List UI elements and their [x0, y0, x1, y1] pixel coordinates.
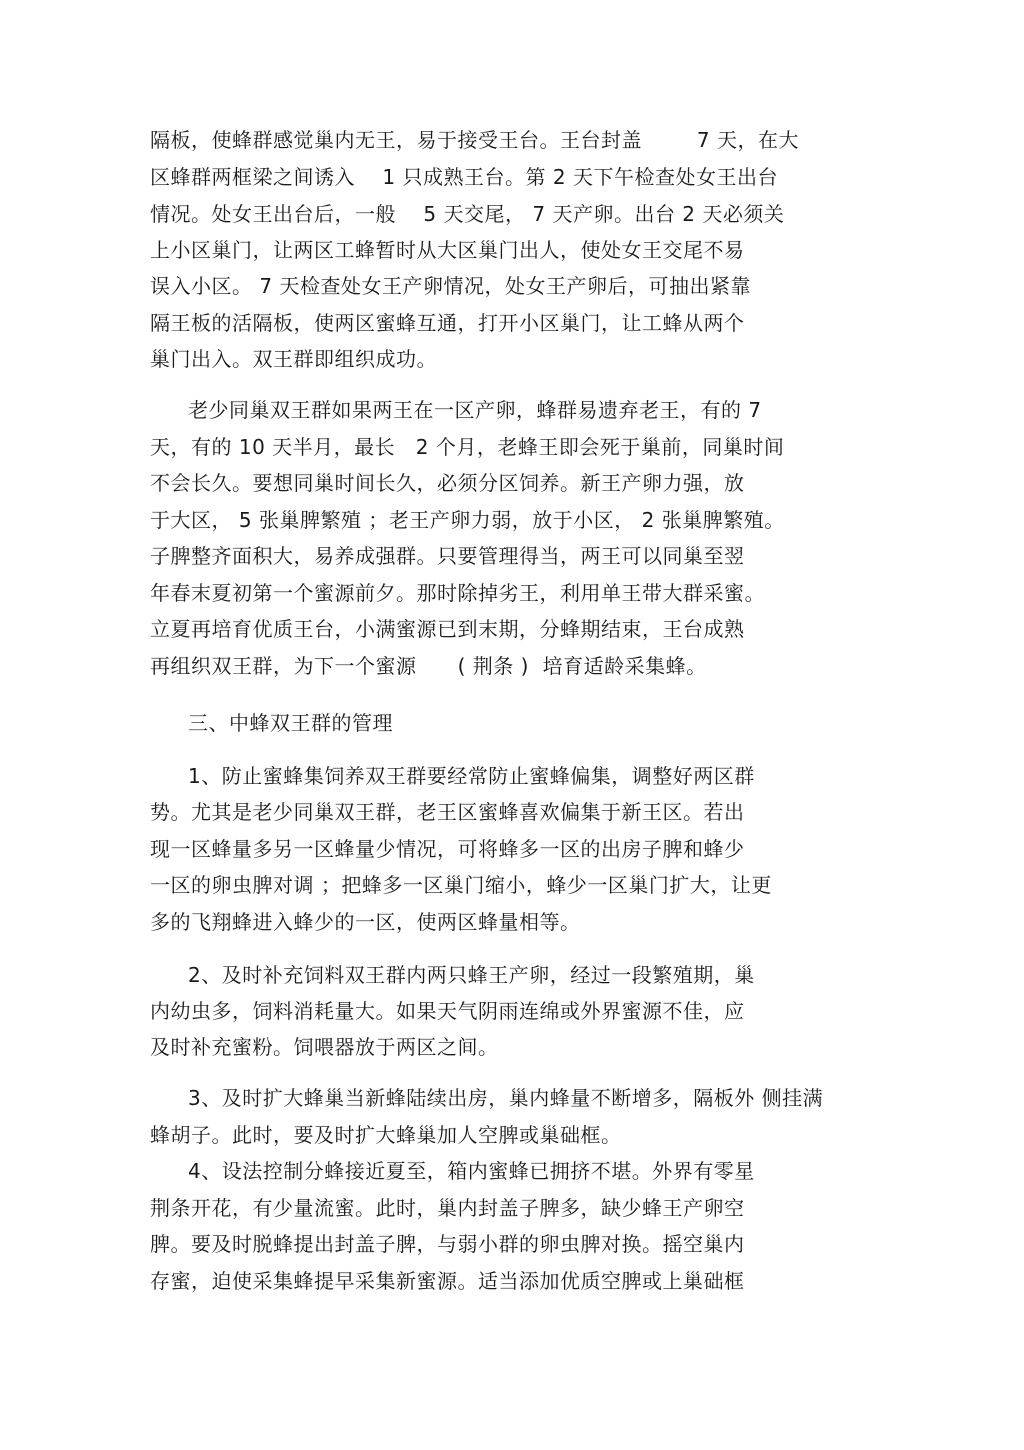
- text-line: 不会长久。要想同巢时间长久，必须分区饲养。新王产卵力强，放: [150, 471, 745, 495]
- text-line: 多的飞翔蜂进入蜂少的一区，使两区蜂量相等。: [150, 910, 581, 934]
- text-line: 荆条开花，有少量流蜜。此时，巢内封盖子脾多，缺少蜂王产卵空: [150, 1196, 745, 1220]
- text-line: 存蜜，迫使采集蜂提早采集新蜜源。适当添加优质空脾或上巢础框: [150, 1269, 745, 1293]
- text-line: 子脾整齐面积大，易养成强群。只要管理得当，两王可以同巢至翌: [150, 544, 745, 568]
- text-line: 隔王板的活隔板，使两区蜜蜂互通，打开小区巢门，让工蜂从两个: [150, 311, 745, 335]
- section-heading: 三、中蜂双王群的管理: [188, 711, 393, 735]
- text-line: 再组织双王群，为下一个蜜源 ( 荆条 ) 培育适龄采集蜂。: [150, 654, 707, 678]
- text-line: 2、及时补充饲料双王群内两只蜂王产卵，经过一段繁殖期，巢: [188, 963, 755, 987]
- text-line: 巢门出入。双王群即组织成功。: [150, 347, 437, 371]
- text-line: 天，有的 10 天半月，最长 2 个月，老蜂王即会死于巢前，同巢时间: [150, 435, 785, 459]
- text-line: 及时补充蜜粉。饲喂器放于两区之间。: [150, 1035, 499, 1059]
- text-line: 势。尤其是老少同巢双王群，老王区蜜蜂喜欢偏集于新王区。若出: [150, 800, 745, 824]
- text-line: 年春末夏初第一个蜜源前夕。那时除掉劣王，利用单王带大群采蜜。: [150, 581, 765, 605]
- text-line: 立夏再培育优质王台，小满蜜源已到末期，分蜂期结束，王台成熟: [150, 617, 745, 641]
- text-line: 脾。要及时脱蜂提出封盖子脾，与弱小群的卵虫脾对换。摇空巢内: [150, 1232, 745, 1256]
- text-line: 隔板，使蜂群感觉巢内无王，易于接受王台。王台封盖 7 天，在大: [150, 128, 799, 152]
- text-line: 老少同巢双王群如果两王在一区产卵，蜂群易遗弃老王，有的 7: [188, 398, 762, 422]
- text-line: 蜂胡子。此时，要及时扩大蜂巢加人空脾或巢础框。: [150, 1123, 622, 1147]
- text-line: 内幼虫多，饲料消耗量大。如果天气阴雨连绵或外界蜜源不佳，应: [150, 999, 745, 1023]
- text-line: 一区的卵虫脾对调 ；把蜂多一区巢门缩小，蜂少一区巢门扩大，让更: [150, 873, 772, 897]
- text-line: 3、及时扩大蜂巢当新蜂陆续出房，巢内蜂量不断增多，隔板外 侧挂满: [188, 1086, 824, 1110]
- text-line: 误入小区。 7 天检查处女王产卵情况，处女王产卵后，可抽出紧靠: [150, 274, 751, 298]
- text-line: 现一区蜂量多另一区蜂量少情况，可将蜂多一区的出房子脾和蜂少: [150, 837, 745, 861]
- text-line: 4、设法控制分蜂接近夏至，箱内蜜蜂已拥挤不堪。外界有零星: [188, 1159, 755, 1183]
- text-line: 情况。处女王出台后，一般 5 天交尾， 7 天产卵。出台 2 天必须关: [150, 202, 785, 226]
- text-line: 区蜂群两框梁之间诱入 1 只成熟王台。第 2 天下午检查处女王出台: [150, 165, 778, 189]
- text-line: 于大区， 5 张巢脾繁殖 ；老王产卵力弱，放于小区， 2 张巢脾繁殖。: [150, 508, 785, 532]
- text-line: 1、防止蜜蜂集饲养双王群要经常防止蜜蜂偏集，调整好两区群: [188, 764, 755, 788]
- text-line: 上小区巢门，让两区工蜂暂时从大区巢门出人，使处女王交尾不易: [150, 238, 745, 262]
